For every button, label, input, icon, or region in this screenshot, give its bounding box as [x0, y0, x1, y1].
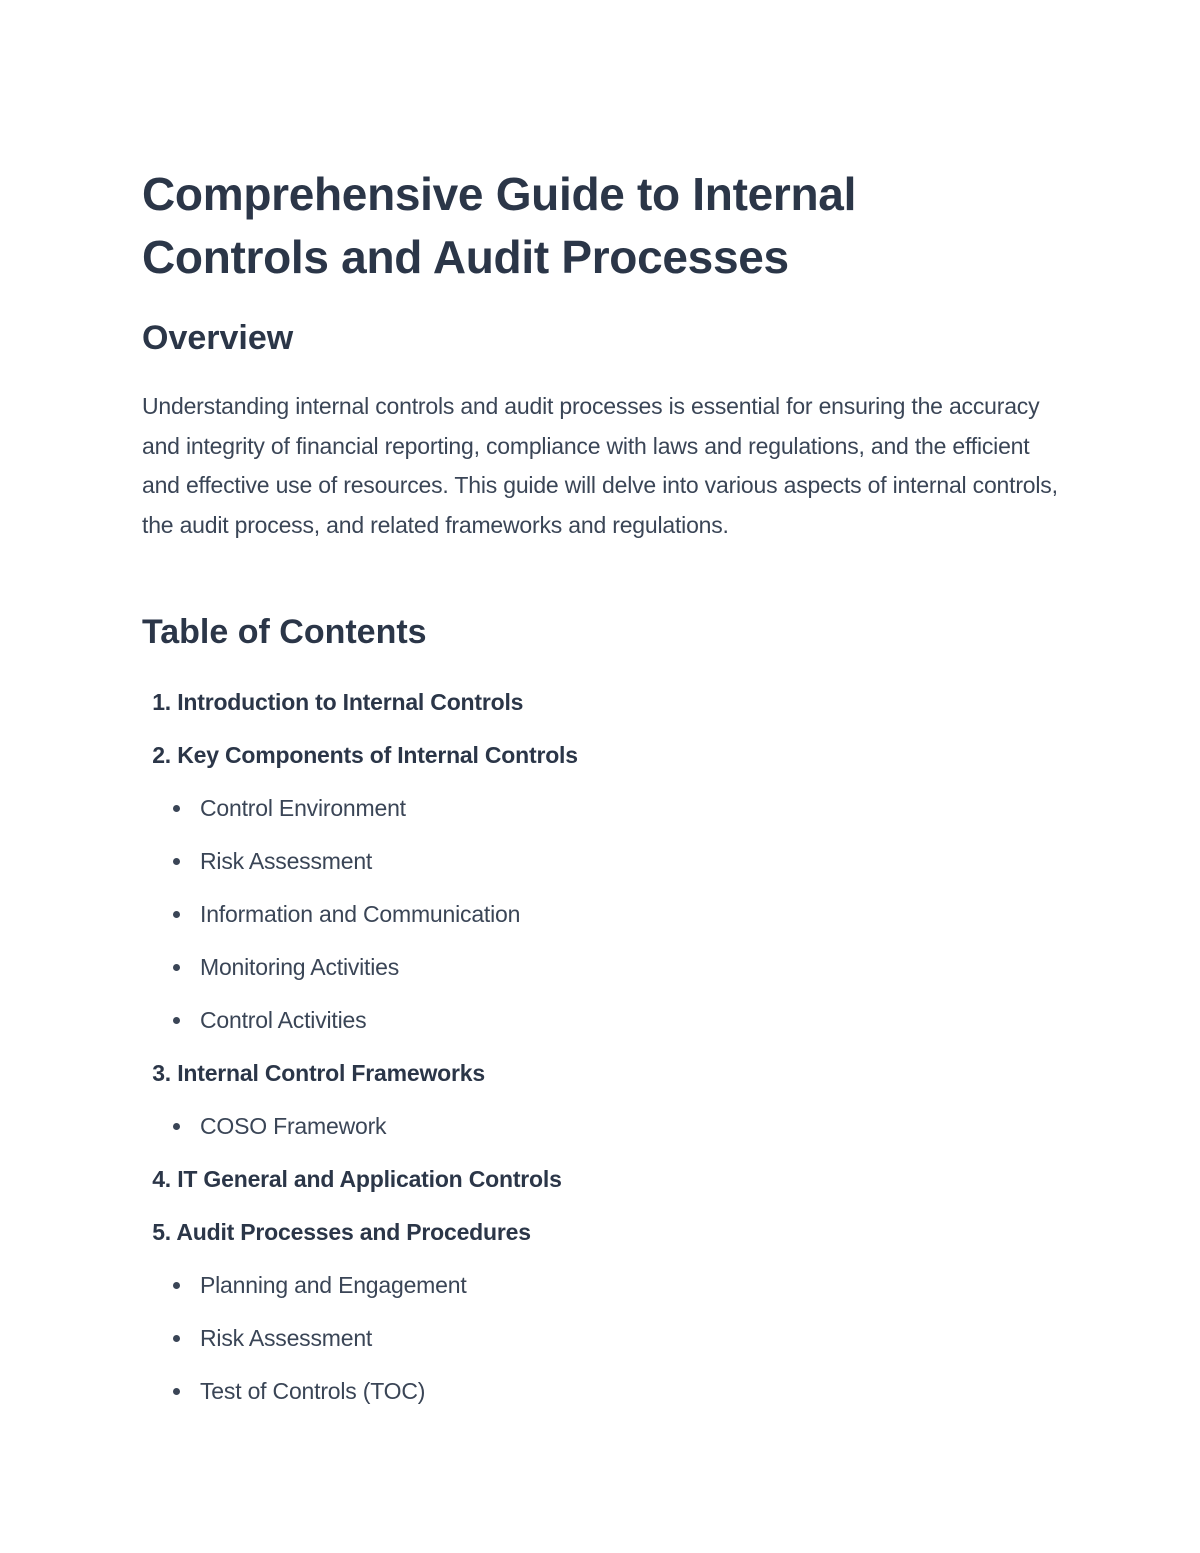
toc-subitem-label: Test of Controls (TOC) [200, 1378, 426, 1404]
toc-item-5 [142, 1206, 1072, 1418]
toc-sublist [142, 782, 1072, 1047]
toc-item-2 [142, 729, 1072, 1047]
toc-subitem [142, 888, 1072, 941]
bullet-icon [173, 805, 180, 812]
overview-heading: Overview [142, 319, 294, 357]
toc-heading: Table of Contents [142, 613, 427, 651]
toc-item-3 [142, 1047, 1072, 1153]
bullet-icon [173, 1282, 180, 1289]
toc-subitem [142, 782, 1072, 835]
toc-subitem [142, 835, 1072, 888]
toc-item-number: 4. [152, 1166, 171, 1192]
toc-item-number: 5. [152, 1219, 171, 1245]
bullet-icon [173, 858, 180, 865]
toc-subitem [142, 1100, 1072, 1153]
toc-item-4 [142, 1153, 1072, 1206]
bullet-icon [173, 1123, 180, 1130]
overview-paragraph: Understanding internal controls and audit processes is essential for ensuring the accuracy and integrity of financial reporting, compliance with laws and regulations, and the efficient and effective use of resources. This guide will delve into various aspects of internal controls, the audit process, and related frameworks and regulations. [142, 393, 1058, 538]
toc-subitem-label: Monitoring Activities [200, 954, 400, 980]
bullet-icon [173, 911, 180, 918]
toc-subitem-label: Control Environment [200, 795, 406, 821]
toc-subitem-label: Information and Communication [200, 901, 521, 927]
document-title: Comprehensive Guide to Internal Controls and Audit Processes [142, 168, 857, 283]
table-of-contents [142, 676, 1072, 1418]
toc-item-number: 1. [152, 689, 171, 715]
toc-subitem-label: Control Activities [200, 1007, 367, 1033]
toc-subitem-label: COSO Framework [200, 1113, 387, 1139]
toc-subitem [142, 1259, 1072, 1312]
bullet-icon [173, 1017, 180, 1024]
toc-subitem [142, 1312, 1072, 1365]
toc-subitem [142, 941, 1072, 994]
toc-item-label: Introduction to Internal Controls [177, 689, 524, 715]
toc-sublist [142, 1259, 1072, 1418]
bullet-icon [173, 964, 180, 971]
toc-subitem-label: Risk Assessment [200, 1325, 373, 1351]
toc-item-number: 3. [152, 1060, 171, 1086]
bullet-icon [173, 1335, 180, 1342]
toc-subitem [142, 994, 1072, 1047]
toc-item-label: Key Components of Internal Controls [177, 742, 578, 768]
toc-subitem [142, 1365, 1072, 1418]
toc-item-label: Audit Processes and Procedures [176, 1219, 531, 1245]
toc-sublist [142, 1100, 1072, 1153]
toc-item-label: IT General and Application Controls [177, 1166, 562, 1192]
toc-subitem-label: Planning and Engagement [200, 1272, 467, 1298]
toc-item-number: 2. [152, 742, 171, 768]
toc-item-label: Internal Control Frameworks [177, 1060, 485, 1086]
toc-item-1 [142, 676, 1072, 729]
toc-subitem-label: Risk Assessment [200, 848, 373, 874]
bullet-icon [173, 1388, 180, 1395]
